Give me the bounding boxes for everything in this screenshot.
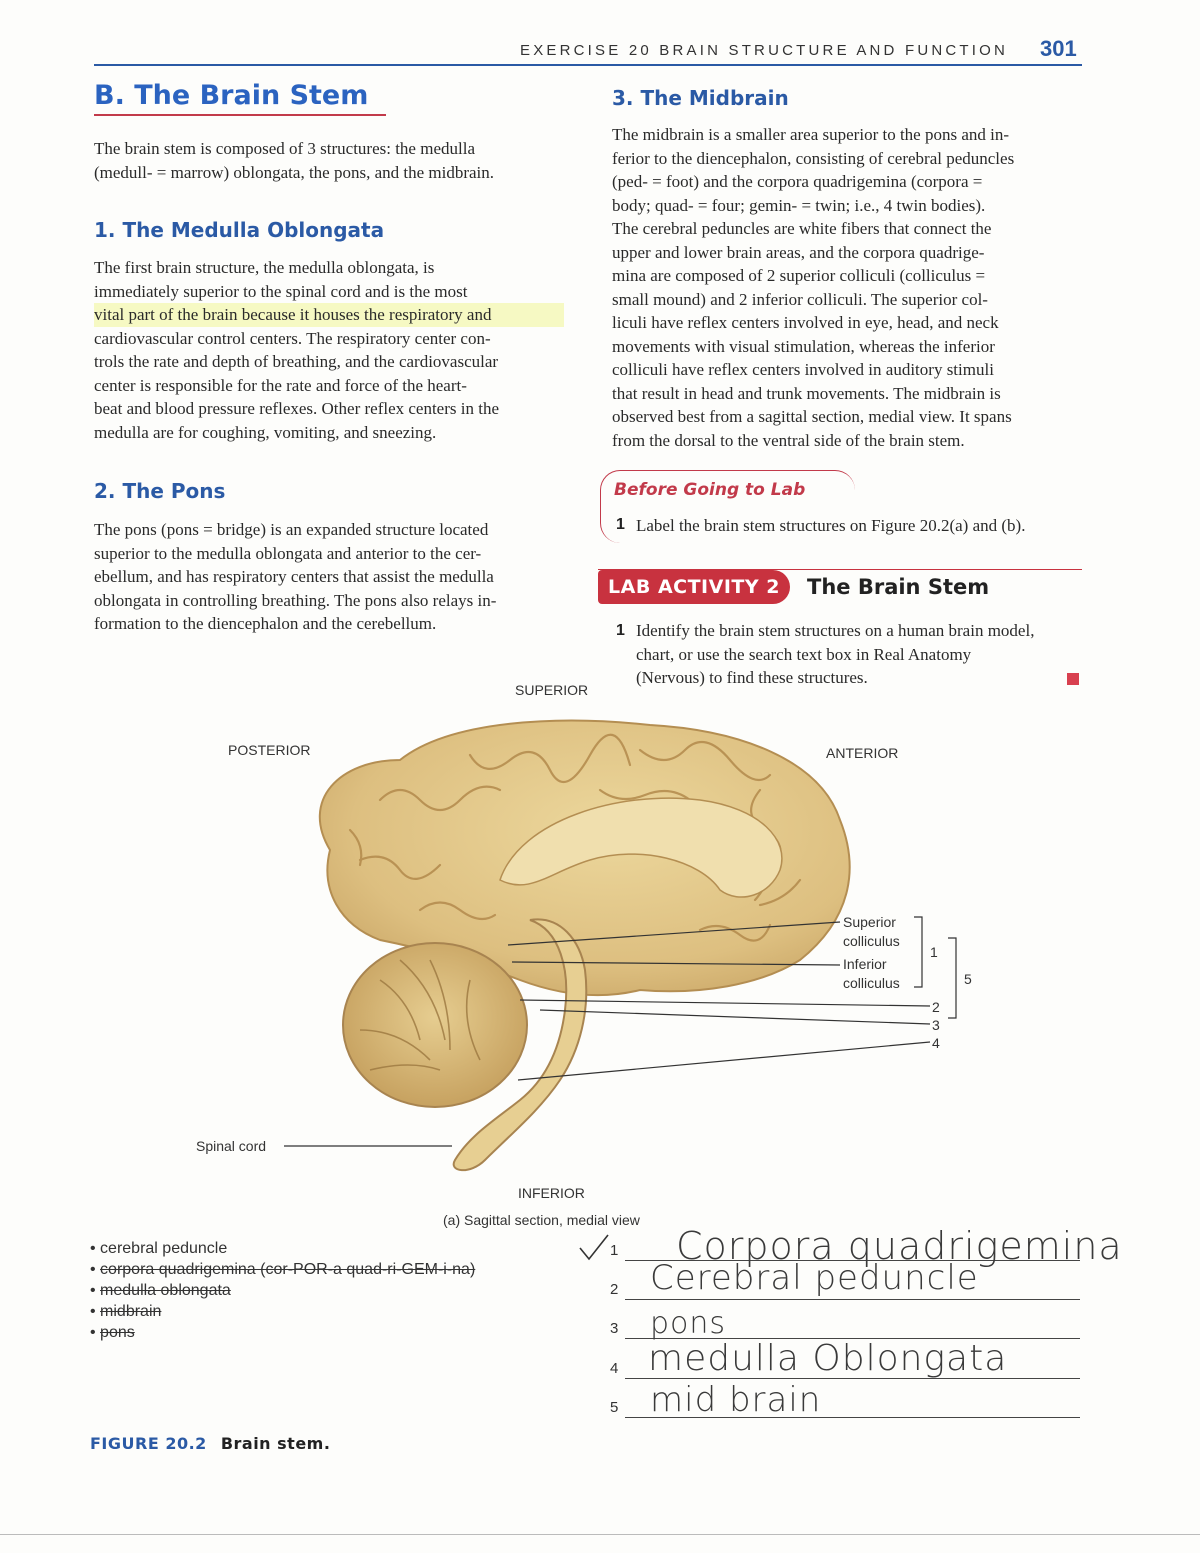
medulla-line: immediately superior to the spinal cord and is the most: [94, 281, 468, 301]
checkmark-icon: [578, 1232, 610, 1262]
orientation-anterior: ANTERIOR: [826, 745, 899, 761]
list-item: • pons: [90, 1324, 135, 1341]
figure-label-2: 2: [932, 999, 940, 1015]
midbrain-line: small mound) and 2 inferior colliculi. The superior col-: [612, 289, 988, 309]
midbrain-line: body; quad- = four; gemin- = twin; i.e., 4 twin bodies).: [612, 195, 986, 215]
orientation-inferior: INFERIOR: [518, 1185, 585, 1201]
midbrain-line: The midbrain is a smaller area superior to the pons and in-: [612, 125, 1010, 144]
superior-colliculus-label: Superior colliculus: [843, 914, 900, 949]
figure-number: FIGURE 20.2: [90, 1434, 207, 1453]
midbrain-line: The cerebral peduncles are white fibers that connect the: [612, 219, 992, 238]
figure-label-5: 5: [964, 971, 972, 987]
answer-5-handwriting: mid brain: [650, 1380, 822, 1420]
midbrain-line: mina are composed of 2 superior colliculi (colliculus =: [612, 266, 986, 285]
pons-line: formation to the diencephalon and the cerebellum.: [94, 614, 437, 633]
figure-label-4: 4: [932, 1035, 940, 1051]
answer-1-handwriting: Corpora quadrigemina: [676, 1224, 1123, 1268]
lab-activity-line: Identify the brain stem structures on a human brain model,: [636, 621, 1035, 640]
answer-3-handwriting: pons: [650, 1306, 727, 1341]
answer-number: 1: [610, 1242, 619, 1259]
before-lab-title: Before Going to Lab: [614, 480, 806, 500]
lab-activity-title: The Brain Stem: [807, 575, 990, 599]
figure-label-3: 3: [932, 1017, 940, 1033]
list-item: • midbrain: [90, 1303, 162, 1320]
lab-activity-line: chart, or use the search text box in Real Anatomy: [636, 644, 972, 664]
list-item: • medulla oblongata: [90, 1282, 231, 1299]
pons-line: oblongata in controlling breathing. The pons also relays in-: [94, 590, 497, 610]
answer-number: 3: [610, 1320, 619, 1337]
midbrain-heading: 3. The Midbrain: [612, 86, 789, 110]
midbrain-line: (ped- = foot) and the corpora quadrigemina (corpora =: [612, 172, 983, 191]
medulla-line: trols the rate and depth of breathing, and the cardiovascular: [94, 352, 499, 371]
lab-activity-line: (Nervous) to find these structures.: [636, 668, 868, 687]
spinal-cord-label: Spinal cord: [196, 1138, 267, 1154]
before-lab-number: 1: [616, 516, 625, 533]
page-number: 301: [1040, 36, 1077, 61]
pons-heading: 2. The Pons: [94, 479, 226, 503]
answer-4-handwriting: medulla Oblongata: [648, 1338, 1008, 1379]
intro-line: The brain stem is composed of 3 structures: the medulla: [94, 139, 475, 158]
lab-activity-number: 1: [616, 622, 625, 639]
midbrain-line: colliculi have reflex centers involved in auditory stimuli: [612, 360, 994, 379]
figure-title: Brain stem.: [220, 1434, 331, 1453]
midbrain-line: liculi have reflex centers involved in eye, head, and neck: [612, 313, 999, 332]
list-item: • cerebral peduncle: [90, 1240, 228, 1257]
inferior-colliculus-label: Inferior colliculus: [843, 956, 900, 991]
medulla-line: medulla are for coughing, vomiting, and sneezing.: [94, 422, 437, 442]
midbrain-bracket: [948, 938, 956, 1018]
figure-label-1: 1: [930, 944, 938, 960]
colliculi-bracket: [914, 917, 922, 987]
pons-line: The pons (pons = bridge) is an expanded structure located: [94, 520, 489, 539]
midbrain-line: ferior to the diencephalon, consisting of cerebral peduncles: [612, 148, 1015, 168]
cerebellum-shape: [343, 943, 527, 1107]
medulla-line: center is responsible for the rate and force of the heart-: [94, 375, 467, 395]
midbrain-line: upper and lower brain areas, and the corpora quadrige-: [612, 242, 985, 262]
medulla-line: vital part of the brain because it houses the respiratory and: [94, 303, 564, 327]
orientation-superior: SUPERIOR: [515, 682, 589, 698]
answer-number: 2: [610, 1281, 619, 1298]
pons-line: superior to the medulla oblongata and anterior to the cer-: [94, 543, 482, 563]
running-header: EXERCISE 20 BRAIN STRUCTURE AND FUNCTION: [520, 42, 1009, 59]
midbrain-line: movements with visual stimulation, whereas the inferior: [612, 336, 995, 356]
answer-number: 5: [610, 1399, 619, 1416]
medulla-line: beat and blood pressure reflexes. Other reflex centers in the: [94, 399, 499, 418]
list-item: • corpora quadrigemina (cor-POR-a quad-ri-GEM-i-na): [90, 1261, 476, 1278]
medulla-line: The first brain structure, the medulla oblongata, is: [94, 258, 435, 277]
term-list: [90, 1238, 475, 1343]
midbrain-line: from the dorsal to the ventral side of the brain stem.: [612, 430, 965, 450]
answer-number: 4: [610, 1360, 619, 1377]
figure-caption: [90, 1434, 330, 1453]
leader-3: [540, 1010, 930, 1024]
intro-line: (medull- = marrow) oblongata, the pons, and the midbrain.: [94, 162, 495, 182]
medulla-line: cardiovascular control centers. The respiratory center con-: [94, 328, 491, 348]
figure-subcaption: (a) Sagittal section, medial view: [443, 1212, 640, 1228]
midbrain-line: that result in head and trunk movements. The midbrain is: [612, 383, 1001, 403]
page-bottom-rule: [0, 1534, 1200, 1535]
leader-4: [518, 1042, 930, 1080]
section-title: B. The Brain Stem: [94, 80, 369, 111]
medulla-heading: 1. The Medulla Oblongata: [94, 218, 385, 242]
before-lab-text: Label the brain stem structures on Figure 20.2(a) and (b).: [636, 516, 1026, 535]
answer-line: [625, 1299, 1080, 1300]
answer-2-handwriting: Cerebral peduncle: [650, 1258, 979, 1298]
pons-line: ebellum, and has respiratory centers that assist the medulla: [94, 567, 494, 586]
midbrain-line: observed best from a sagittal section, medial view. It spans: [612, 407, 1012, 426]
orientation-posterior: POSTERIOR: [228, 742, 311, 758]
lab-activity-badge: LAB ACTIVITY 2: [598, 570, 790, 604]
